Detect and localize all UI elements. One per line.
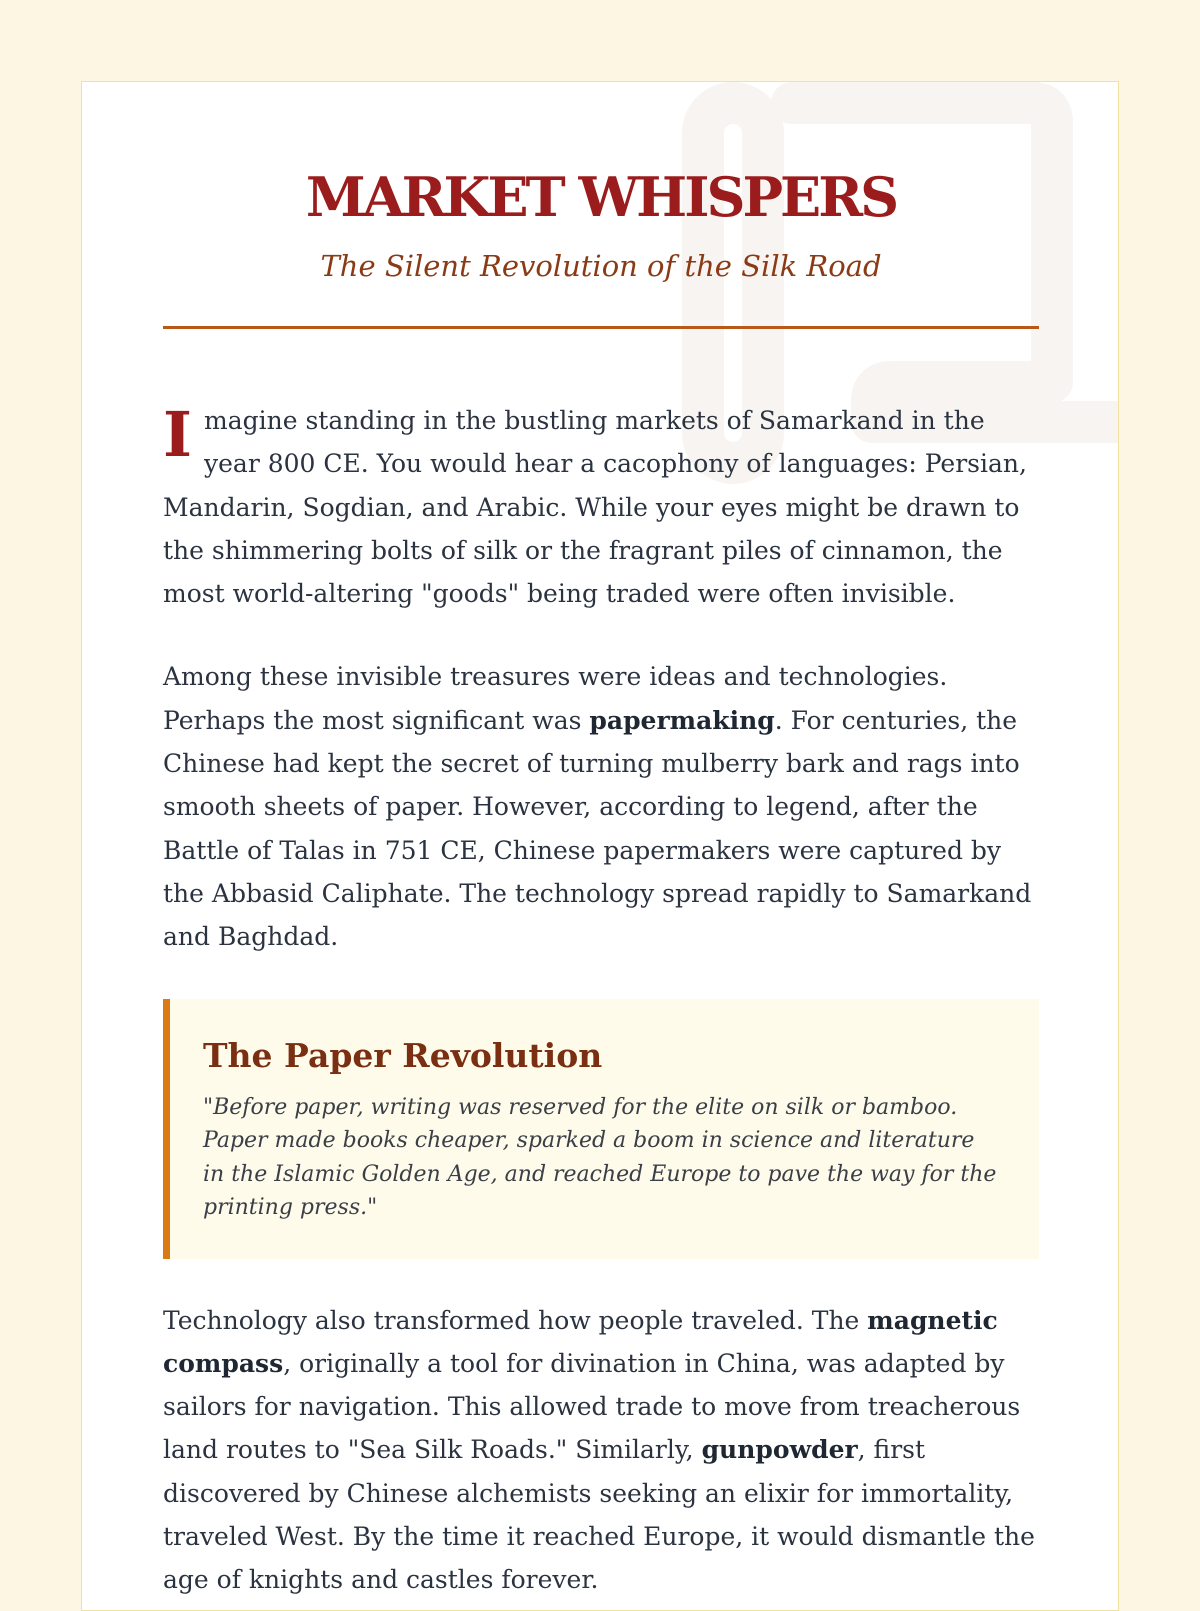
paper-paragraph [163,655,1039,958]
intro-text: magine standing in the bustling markets of Samarkand in the year 800 CE. You would hear a cacophony of languages: Persian, Mandarin, Sogdian, and Arabic. While your eyes might be drawn to the shimmering bolts of silk or the fragrant piles of cinnamon, the most world-altering "goods" being traded were often invisible. [163,406,1027,609]
technology-paragraph [163,1299,1039,1602]
callout-quote: "Before paper, writing was reserved for the elite on silk or bamboo. Paper made books cheaper, sparked a boom in science and literature in the Islamic Golden Age, and reached Europe to pave the way for the printing press." [203,1094,997,1221]
tech-text-3: , first discovered by Chinese alchemists seeking an elixir for immortality, traveled West. By the time it reached Europe, it would dismantle the age of knights and castles forever. [163,1435,1035,1595]
header-divider [163,326,1039,329]
article-page [81,81,1119,1611]
article-content [163,82,1039,1602]
page-title: MARKET WHISPERS [305,165,897,229]
drop-cap: I [163,398,193,471]
papermaking-term: papermaking [589,705,775,735]
paper-revolution-callout [163,999,1039,1259]
intro-paragraph [163,399,1039,615]
compass-term: magnetic compass [163,1305,998,1378]
page-subtitle: The Silent Revolution of the Silk Road [320,249,882,283]
tech-text-2: , originally a tool for divination in China, was adapted by sailors for navigation. This allowed trade to move from treacherous land routes to "Sea Silk Roads." Similarly, [163,1348,1021,1465]
callout-title: The Paper Revolution [203,1035,603,1075]
tech-text-1: Technology also transformed how people traveled. The [163,1305,868,1335]
paper-text-2: . For centuries, the Chinese had kept the secret of turning mulberry bark and rags into smooth sheets of paper. However, according to legend, after the Battle of Talas in 751 CE, Chinese papermakers were captured by the Abbasid Caliphate. The technology spread rapidly to Samarkand and Baghdad. [163,705,1032,952]
masthead [163,82,1039,329]
paper-text-1: Among these invisible treasures were ideas and technologies. Perhaps the most significant was [163,662,948,735]
gunpowder-term: gunpowder [701,1435,858,1465]
